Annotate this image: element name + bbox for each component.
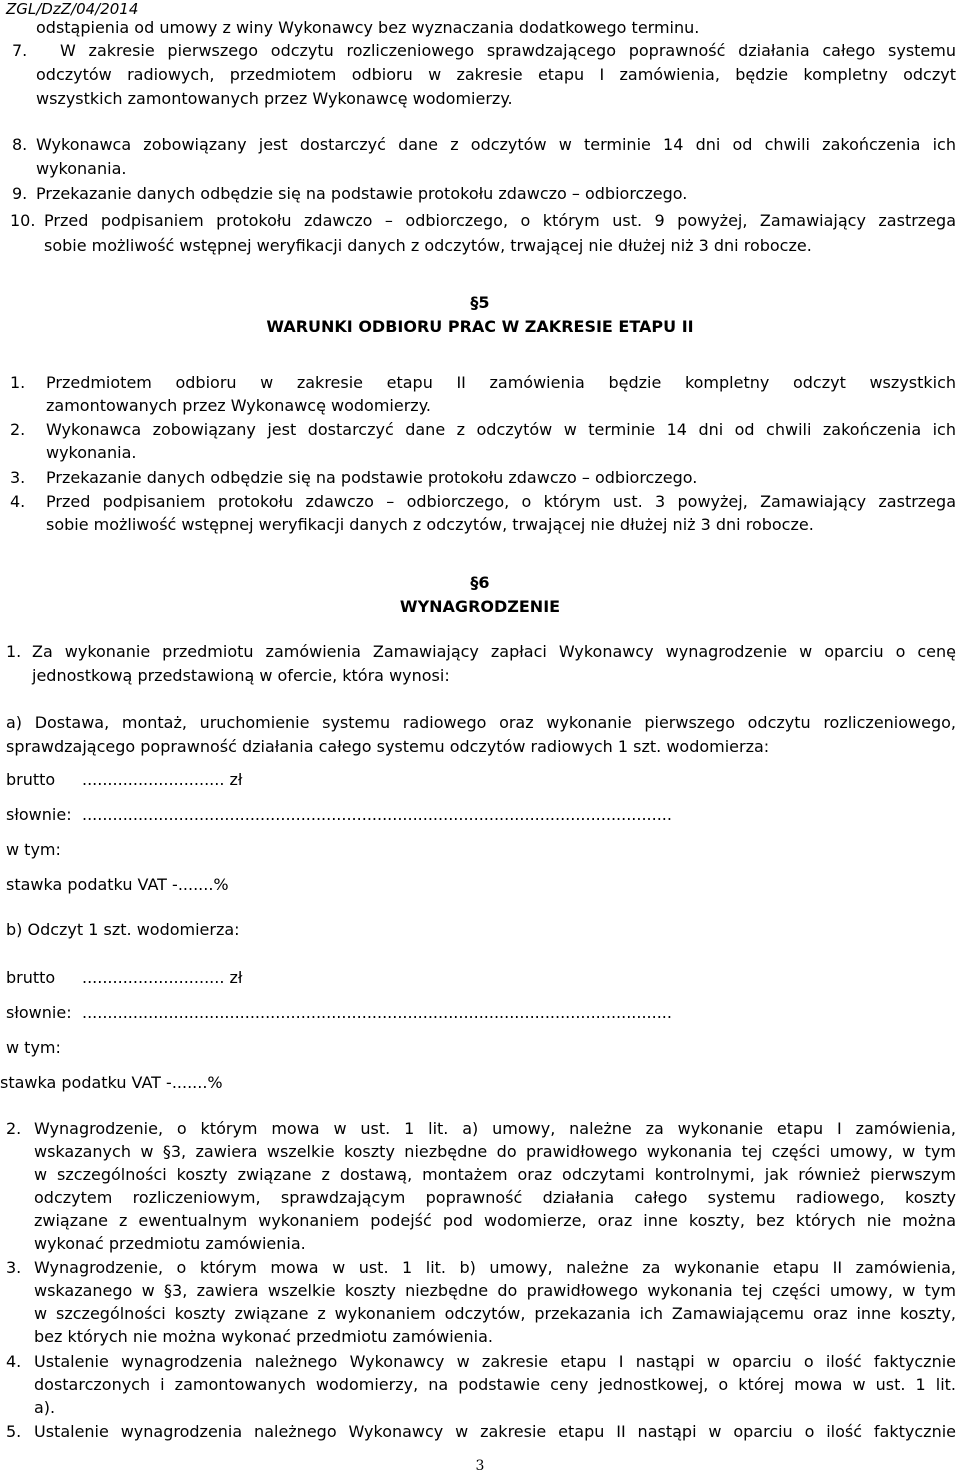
paragraph-line: Wynagrodzenie, o którym mowa w ust. 1 lit. b) umowy, należne za wykonanie etapu II zamówienia,: [34, 1258, 956, 1277]
brutto-value-field: ............................ zł: [82, 770, 243, 789]
list-number: 2.: [10, 420, 26, 439]
paragraph-line: odczytem rozliczeniowym, sprawdzającym poprawność działania całego systemu radiowego, koszty: [34, 1188, 956, 1207]
paragraph-line: sobie możliwość wstępnej weryfikacji danych z odczytów, trwającej nie dłużej niż 3 dni robocze.: [44, 236, 812, 255]
paragraph-line: związane z ewentualnym wykonaniem podejść pod wodomierze, oraz inne koszty, bez których nie można: [34, 1211, 956, 1230]
slownie-value-field: ....................................................................................................................: [82, 1003, 672, 1022]
list-number: 4.: [10, 492, 26, 511]
paragraph-line: Przedmiotem odbioru w zakresie etapu II zamówienia będzie kompletny odczyt wszystkich: [46, 373, 956, 392]
brutto-value-field: ............................ zł: [82, 968, 243, 987]
list-number: 7.: [12, 41, 28, 60]
paragraph-line: a) Dostawa, montaż, uruchomienie systemu radiowego oraz wykonanie pierwszego odczytu rozliczeniowego,: [6, 713, 956, 732]
paragraph-line: Przed podpisaniem protokołu zdawczo – odbiorczego, o którym ust. 3 powyżej, Zamawiający zastrzega: [46, 492, 956, 511]
paragraph-line: Przekazanie danych odbędzie się na podstawie protokołu zdawczo – odbiorczego.: [46, 468, 698, 487]
paragraph-line: wszystkich zamontowanych przez Wykonawcę wodomierzy.: [36, 89, 513, 108]
paragraph-line: sobie możliwość wstępnej weryfikacji danych z odczytów, trwającej nie dłużej niż 3 dni robocze.: [46, 515, 814, 534]
paragraph-line: sprawdzającego poprawność działania całego systemu odczytów radiowych 1 szt. wodomierza:: [6, 737, 770, 756]
paragraph-line: dostarczonych i zamontowanych wodomierzy, na podstawie ceny jednostkowej, o której mowa w ust. 1 lit.: [34, 1375, 956, 1394]
list-number: 1.: [6, 642, 22, 661]
paragraph-line: Przed podpisaniem protokołu zdawczo – odbiorczego, o którym ust. 9 powyżej, Zamawiający zastrzega: [44, 211, 956, 230]
slownie-label: słownie:: [6, 1003, 72, 1022]
list-number: 9.: [12, 184, 28, 203]
list-number: 3.: [6, 1258, 22, 1277]
section-symbol: §5: [470, 293, 490, 312]
list-number: 1.: [10, 373, 26, 392]
list-number: 5.: [6, 1422, 22, 1441]
paragraph-line: Wykonawca zobowiązany jest dostarczyć dane z odczytów w terminie 14 dni od chwili zakończenia ich: [46, 420, 956, 439]
paragraph-line: Wykonawca zobowiązany jest dostarczyć dane z odczytów w terminie 14 dni od chwili zakończenia ich: [36, 135, 956, 154]
vat-line: stawka podatku VAT -.......%: [6, 875, 229, 894]
paragraph-line: a).: [34, 1398, 56, 1417]
paragraph-line: wykonać przedmiotu zamówienia.: [34, 1234, 306, 1253]
paragraph-line: w szczególności koszty związane z wykonaniem odczytów, przekazania ich Zamawiającemu oraz inne koszty,: [34, 1304, 956, 1323]
section-symbol: §6: [470, 573, 490, 592]
list-number: 4.: [6, 1352, 22, 1371]
page-number: 3: [475, 1458, 485, 1474]
paragraph-line: Ustalenie wynagrodzenia należnego Wykonawcy w zakresie etapu I nastąpi w oparciu o ilość faktycznie: [34, 1352, 956, 1371]
paragraph-line: Wynagrodzenie, o którym mowa w ust. 1 lit. a) umowy, należne za wykonanie etapu I zamówienia,: [34, 1119, 956, 1138]
paragraph-line: odstąpienia od umowy z winy Wykonawcy bez wyznaczania dodatkowego terminu.: [36, 18, 700, 37]
wtym-label: w tym:: [6, 1038, 61, 1057]
list-number: 8.: [12, 135, 28, 154]
paragraph-line: bez których nie można wykonać przedmiotu zamówienia.: [34, 1327, 493, 1346]
list-number: 10.: [10, 211, 36, 230]
paragraph-line: jednostkową przedstawioną w ofercie, która wynosi:: [32, 666, 450, 685]
paragraph-line: Ustalenie wynagrodzenia należnego Wykonawcy w zakresie etapu II nastąpi w oparciu o ilość faktycznie: [34, 1422, 956, 1441]
paragraph-line: Przekazanie danych odbędzie się na podstawie protokołu zdawczo – odbiorczego.: [36, 184, 688, 203]
slownie-value-field: ....................................................................................................................: [82, 805, 672, 824]
section-title: WYNAGRODZENIE: [399, 597, 561, 616]
brutto-label: brutto: [6, 770, 56, 789]
paragraph-line: W zakresie pierwszego odczytu rozliczeniowego sprawdzającego poprawność działania całego systemu: [60, 41, 956, 60]
paragraph-line: wykonania.: [46, 443, 137, 462]
paragraph-line: b) Odczyt 1 szt. wodomierza:: [6, 920, 240, 939]
paragraph-line: Za wykonanie przedmiotu zamówienia Zamawiający zapłaci Wykonawcy wynagrodzenie w oparciu o cenę: [32, 642, 956, 661]
paragraph-line: w szczególności koszty związane z dostawą, montażem oraz odczytami kontrolnymi, jak również pierwszym: [34, 1165, 956, 1184]
section-title: WARUNKI ODBIORU PRAC W ZAKRESIE ETAPU II: [266, 317, 694, 336]
list-number: 2.: [6, 1119, 22, 1138]
wtym-label: w tym:: [6, 840, 61, 859]
slownie-label: słownie:: [6, 805, 72, 824]
paragraph-line: wykonania.: [36, 159, 127, 178]
paragraph-line: zamontowanych przez Wykonawcę wodomierzy.: [46, 396, 431, 415]
list-number: 3.: [10, 468, 26, 487]
paragraph-line: odczytów radiowych, przedmiotem odbioru w zakresie etapu I zamówienia, będzie kompletny odczyt: [36, 65, 956, 84]
document-reference: ZGL/DzZ/04/2014: [6, 0, 139, 18]
paragraph-line: wskazanego w §3, zawiera wszelkie koszty niezbędne do prawidłowego wykonania tej części umowy, w tym: [34, 1281, 956, 1300]
brutto-label: brutto: [6, 968, 56, 987]
paragraph-line: wskazanych w §3, zawiera wszelkie koszty niezbędne do prawidłowego wykonania tej części umowy, w tym: [34, 1142, 956, 1161]
vat-line: stawka podatku VAT -.......%: [0, 1073, 223, 1092]
